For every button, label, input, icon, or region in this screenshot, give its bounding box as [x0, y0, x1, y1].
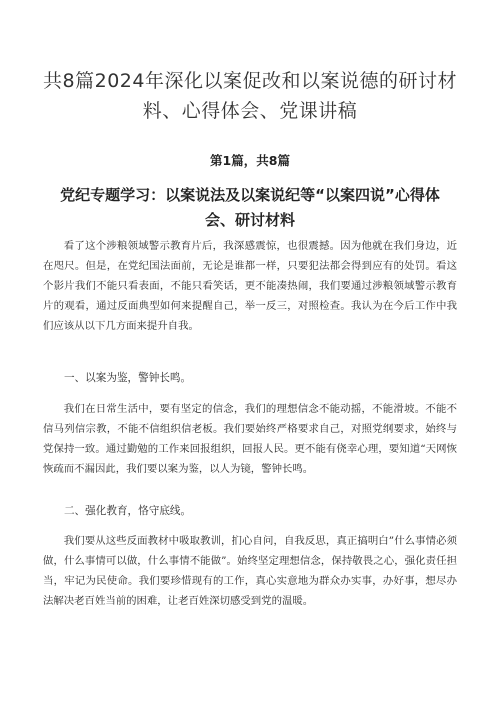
document-title: 共8篇2024年深化以案促改和以案说德的研讨材料、心得体会、党课讲稿 — [43, 70, 457, 122]
body-paragraph-section-1: 我们在日常生活中，要有坚定的信念，我们的理想信念不能动摇，不能滑坡。不能不信马列信宗教，不能不信组织信老板。我们要始终严格要求自己，对照党纲要求，始终与党保持一致。通过勤勉的工作来回报组织，回报人民。更不能有侥幸心理，要知道“天网恢恢疏而不漏因此，我们要以案为鉴，以人为镜，警钟长鸣。 — [43, 403, 457, 475]
article-title: 党纪专题学习：以案说法及以案说纪等“以案四说”心得体会、研讨材料 — [60, 186, 440, 229]
section-heading-2: 二、强化教育，恪守底线。 — [64, 505, 192, 517]
section-heading-1: 一、以案为鉴，警钟长鸣。 — [64, 372, 192, 384]
part-label: 第1篇，共8篇 — [210, 153, 290, 168]
body-paragraph-section-2: 我们要从这些反面教材中吸取教训，扪心自问，自我反思，真正搞明白”什么事情必须做，什么事情可以做，什么事情不能做”。始终坚定理想信念，保持敬畏之心，强化责任担当，牢记为民使命。我们要珍惜现有的工作，真心实意地为群众办实事，办好事，想尽办法解决老百姓当前的困难，让老百姓深切感受到党的温暖。 — [43, 535, 457, 607]
body-paragraph-intro: 看了这个涉粮领域警示教育片后，我深感震惊，也很震撼。因为他就在我们身边，近在咫尺。但是，在党纪国法面前，无论是谁都一样，只要犯法都会得到应有的处罚。看这个影片我们不能只看表面，不能只看笑话，更不能凑热闹，我们要通过涉粮领域警示教育片的观看，通过反面典型如何来提醒自己，举一反三，对照检查。我认为在今后工作中我们应该从以下几方面来提升自我。 — [43, 240, 457, 332]
